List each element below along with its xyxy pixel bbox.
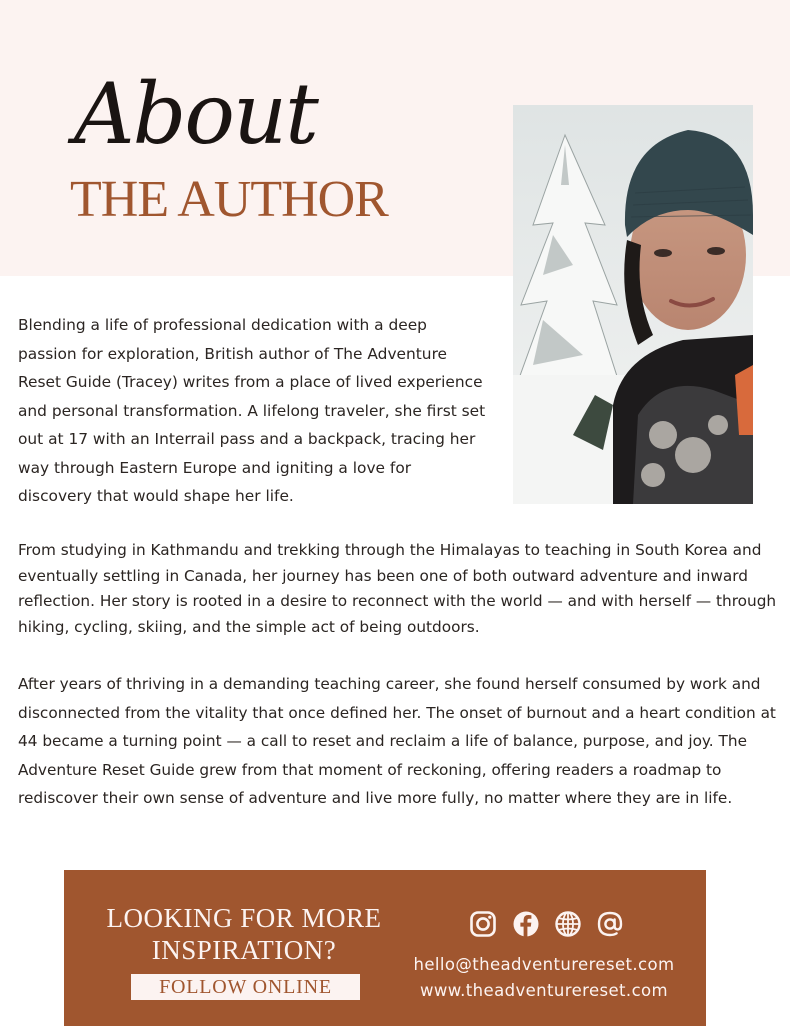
bio-paragraph-3: After years of thriving in a demanding teaching career, she found herself consumed by work and disconnected from the vitality that once defined her. The onset of burnout and a heart condition at 44 became a turning point — a call to reset and reclaim a life of balance, purpose, and joy. The Adventure Reset Guide grew from that moment of reckoning, offering readers a roadmap to rediscover their own sense of adventure and live more fully, no matter where they are in life. (18, 675, 776, 807)
inspiration-banner (64, 870, 706, 1026)
globe-icon[interactable] (554, 910, 582, 938)
bio-paragraph-2: From studying in Kathmandu and trekking through the Himalayas to teaching in South Korea and eventually settling in Canada, her journey has been one of both outward adventure and inward reflection. Her story is rooted in a desire to reconnect with the world — and with herself — through hiking, cycling, skiing, and the simple act of being outdoors. (18, 541, 777, 636)
cta-heading-line-2: INSPIRATION? (151, 935, 337, 965)
cta-heading-line-1: LOOKING FOR MORE (106, 903, 382, 933)
social-links (469, 910, 619, 938)
author-photo (513, 105, 753, 504)
script-heading: About (74, 65, 317, 163)
cta-heading (64, 902, 424, 966)
page-title: THE AUTHOR (70, 171, 388, 228)
website-link[interactable]: www.theadventurereset.com (419, 981, 669, 1000)
instagram-icon[interactable] (469, 910, 497, 938)
facebook-icon[interactable] (512, 910, 540, 938)
at-sign-icon[interactable] (596, 910, 624, 938)
follow-online-button[interactable]: FOLLOW ONLINE (131, 974, 360, 1000)
email-link[interactable]: hello@theadventurereset.com (413, 955, 675, 974)
bio-paragraph-1: Blending a life of professional dedication with a deep passion for exploration, British author of The Adventure Reset Guide (Tracey) writes from a place of lived experience and personal transformation. A lifelong traveler, she first set out at 17 with an Interrail pass and a backpack, tracing her way through Eastern Europe and igniting a love for discovery that would shape her life. (18, 316, 486, 505)
